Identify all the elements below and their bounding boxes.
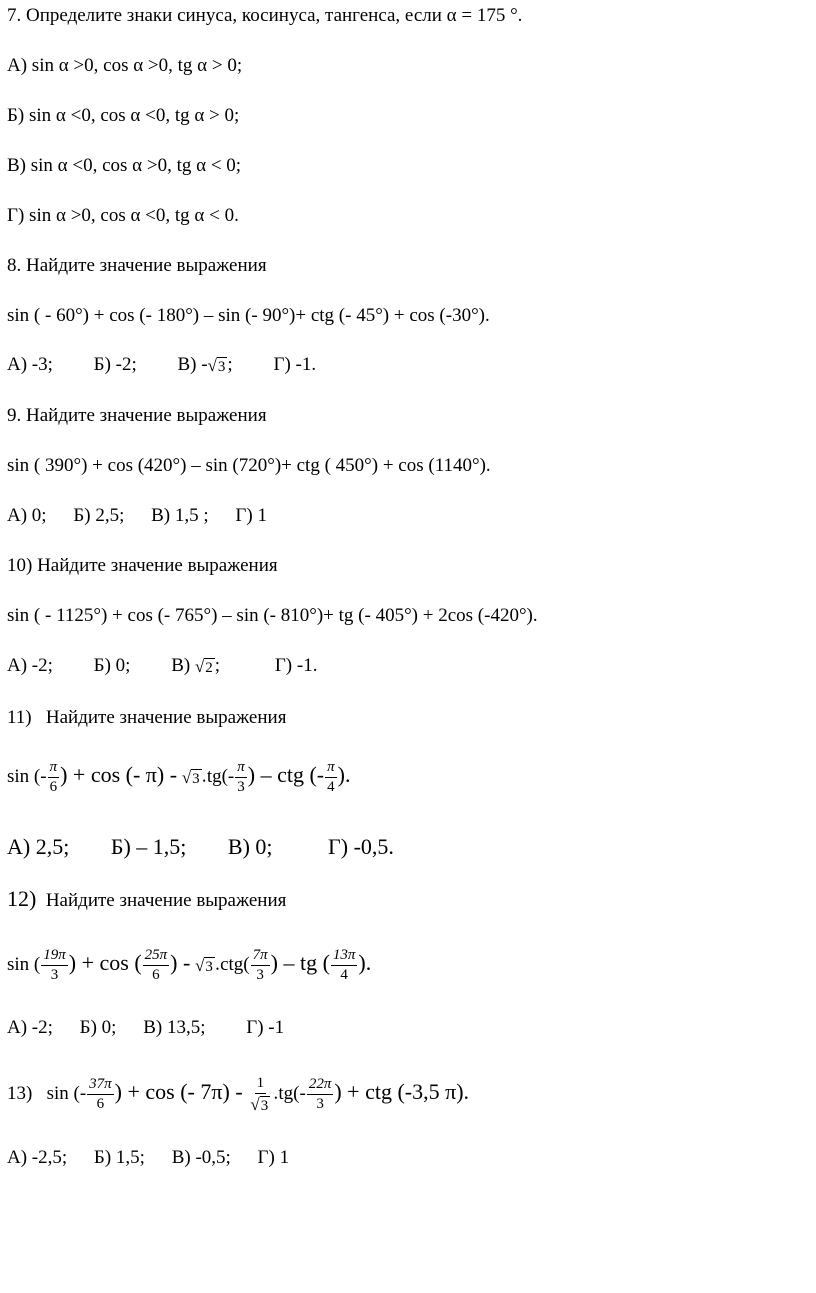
sqrt-2: √2 (194, 656, 213, 676)
q8-expression: sin ( - 60°) + cos (- 180°) – sin (- 90°)+ ctg (- 45°) + cos (-30°). (7, 305, 490, 326)
q10-option-d: Г) -1. (274, 655, 318, 676)
q8-option-d: Г) -1. (273, 354, 317, 375)
q10-title: 10) Найдите значение выражения (7, 555, 278, 576)
q8-option-a: А) -3; (7, 354, 53, 375)
q7-option-c: В) sin α <0, cos α >0, tg α < 0; (7, 155, 242, 176)
q11-title: 11) Найдите значение выражения (7, 707, 287, 728)
sqrt-3: √3 (195, 955, 213, 975)
q8-option-b: Б) -2; (93, 354, 137, 375)
q9-option-a: А) 0; (7, 505, 47, 526)
q11-option-b: Б) – 1,5; (110, 834, 187, 859)
fraction-25pi-6: $\frac{25\pi}{6}$ (144, 947, 168, 984)
q13-option-b: Б) 1,5; (93, 1147, 145, 1168)
q9-option-b: Б) 2,5; (73, 505, 125, 526)
q7-option-a: А) sin α >0, cos α >0, tg α > 0; (7, 55, 243, 76)
multiplication-dot: • (215, 964, 220, 974)
q13-option-a: А) -2,5; (7, 1147, 68, 1168)
q11-option-d: Г) -0,5. (328, 834, 394, 859)
q8-title: 8. Найдите значение выражения (7, 255, 267, 276)
q13-expression: 13) sin (- $\frac{37\pi}{6}$ ) + cos (- 7π) - $\frac{1}{√3}$ •tg(- $\frac{22\pi}{3}$ ) + ctg (-3,5 π). (7, 1074, 470, 1114)
q13-option-c: В) -0,5; (171, 1147, 231, 1168)
q8-option-c: В) -√3 ; (177, 354, 233, 375)
q9-options (7, 504, 267, 528)
multiplication-dot: • (274, 1093, 278, 1103)
fraction-pi-3: $\frac{\pi}{3}$ (237, 759, 245, 796)
fraction-13pi-4: $\frac{13\pi}{4}$ (332, 947, 356, 984)
q12-option-d: Г) -1 (246, 1017, 285, 1038)
q13-number: 13) (7, 1083, 33, 1104)
sqrt-3: √3 (181, 767, 200, 787)
q12-option-b: Б) 0; (79, 1017, 117, 1038)
q9-option-d: Г) 1 (235, 505, 267, 526)
q12-expression: sin ( $\frac{19\pi}{3}$ ) + cos ( $\frac{25\pi}{6}$ ) - √3 •ctg( $\frac{7\pi}{3}$ ) – tg ( $\frac{13\pi}{4}$ ). (7, 947, 372, 984)
sqrt-3: √3 (207, 355, 226, 375)
q10-option-b: Б) 0; (93, 655, 131, 676)
q11-expression: sin (- $\frac{\pi}{6}$ ) + cos (- π) - √3 •tg(- $\frac{\pi}{3}$ ) – ctg (- $\frac{\pi}{4}$ ). (7, 759, 351, 796)
q9-title: 9. Найдите значение выражения (7, 405, 267, 426)
q7-option-d: Г) sin α >0, cos α <0, tg α < 0. (7, 205, 239, 226)
q10-options (7, 654, 317, 678)
q12-option-c: В) 13,5; (143, 1017, 206, 1038)
q11-option-a: А) 2,5; (7, 834, 70, 859)
q13-options (7, 1146, 289, 1170)
q12-title: 12) Найдите значение выражения (7, 886, 287, 911)
fraction-pi-4: $\frac{\pi}{4}$ (327, 759, 335, 796)
q12-options (7, 1016, 284, 1040)
q12-option-a: А) -2; (7, 1017, 53, 1038)
q9-expression: sin ( 390°) + cos (420°) – sin (720°)+ ctg ( 450°) + cos (1140°). (7, 455, 491, 476)
fraction-1-sqrt3: $\frac{1}{√3}$ (250, 1074, 269, 1114)
q7-option-b: Б) sin α <0, cos α <0, tg α > 0; (7, 105, 240, 126)
q10-expression: sin ( - 1125°) + cos (- 765°) – sin (- 810°)+ tg (- 405°) + 2cos (-420°). (7, 605, 538, 626)
multiplication-dot: • (202, 776, 206, 786)
q10-option-c: В) √2 ; (171, 655, 221, 676)
q10-option-a: А) -2; (7, 655, 53, 676)
fraction-37pi-6: $\frac{37\pi}{6}$ (89, 1076, 112, 1113)
fraction-7pi-3: $\frac{7\pi}{3}$ (252, 947, 268, 984)
q11-option-c: В) 0; (227, 834, 273, 859)
fraction-22pi-3: $\frac{22\pi}{3}$ (308, 1076, 332, 1113)
fraction-pi-6: $\frac{\pi}{6}$ (49, 759, 58, 796)
q13-option-d: Г) 1 (257, 1147, 290, 1168)
q11-options (7, 832, 394, 862)
q9-option-c: В) 1,5 ; (151, 505, 209, 526)
q7-title: 7. Определите знаки синуса, косинуса, тангенса, если α = 175 °. (7, 5, 523, 26)
sqrt-3: √3 (250, 1094, 269, 1114)
fraction-19pi-3: $\frac{19\pi}{3}$ (43, 947, 66, 984)
q8-options (7, 353, 316, 377)
